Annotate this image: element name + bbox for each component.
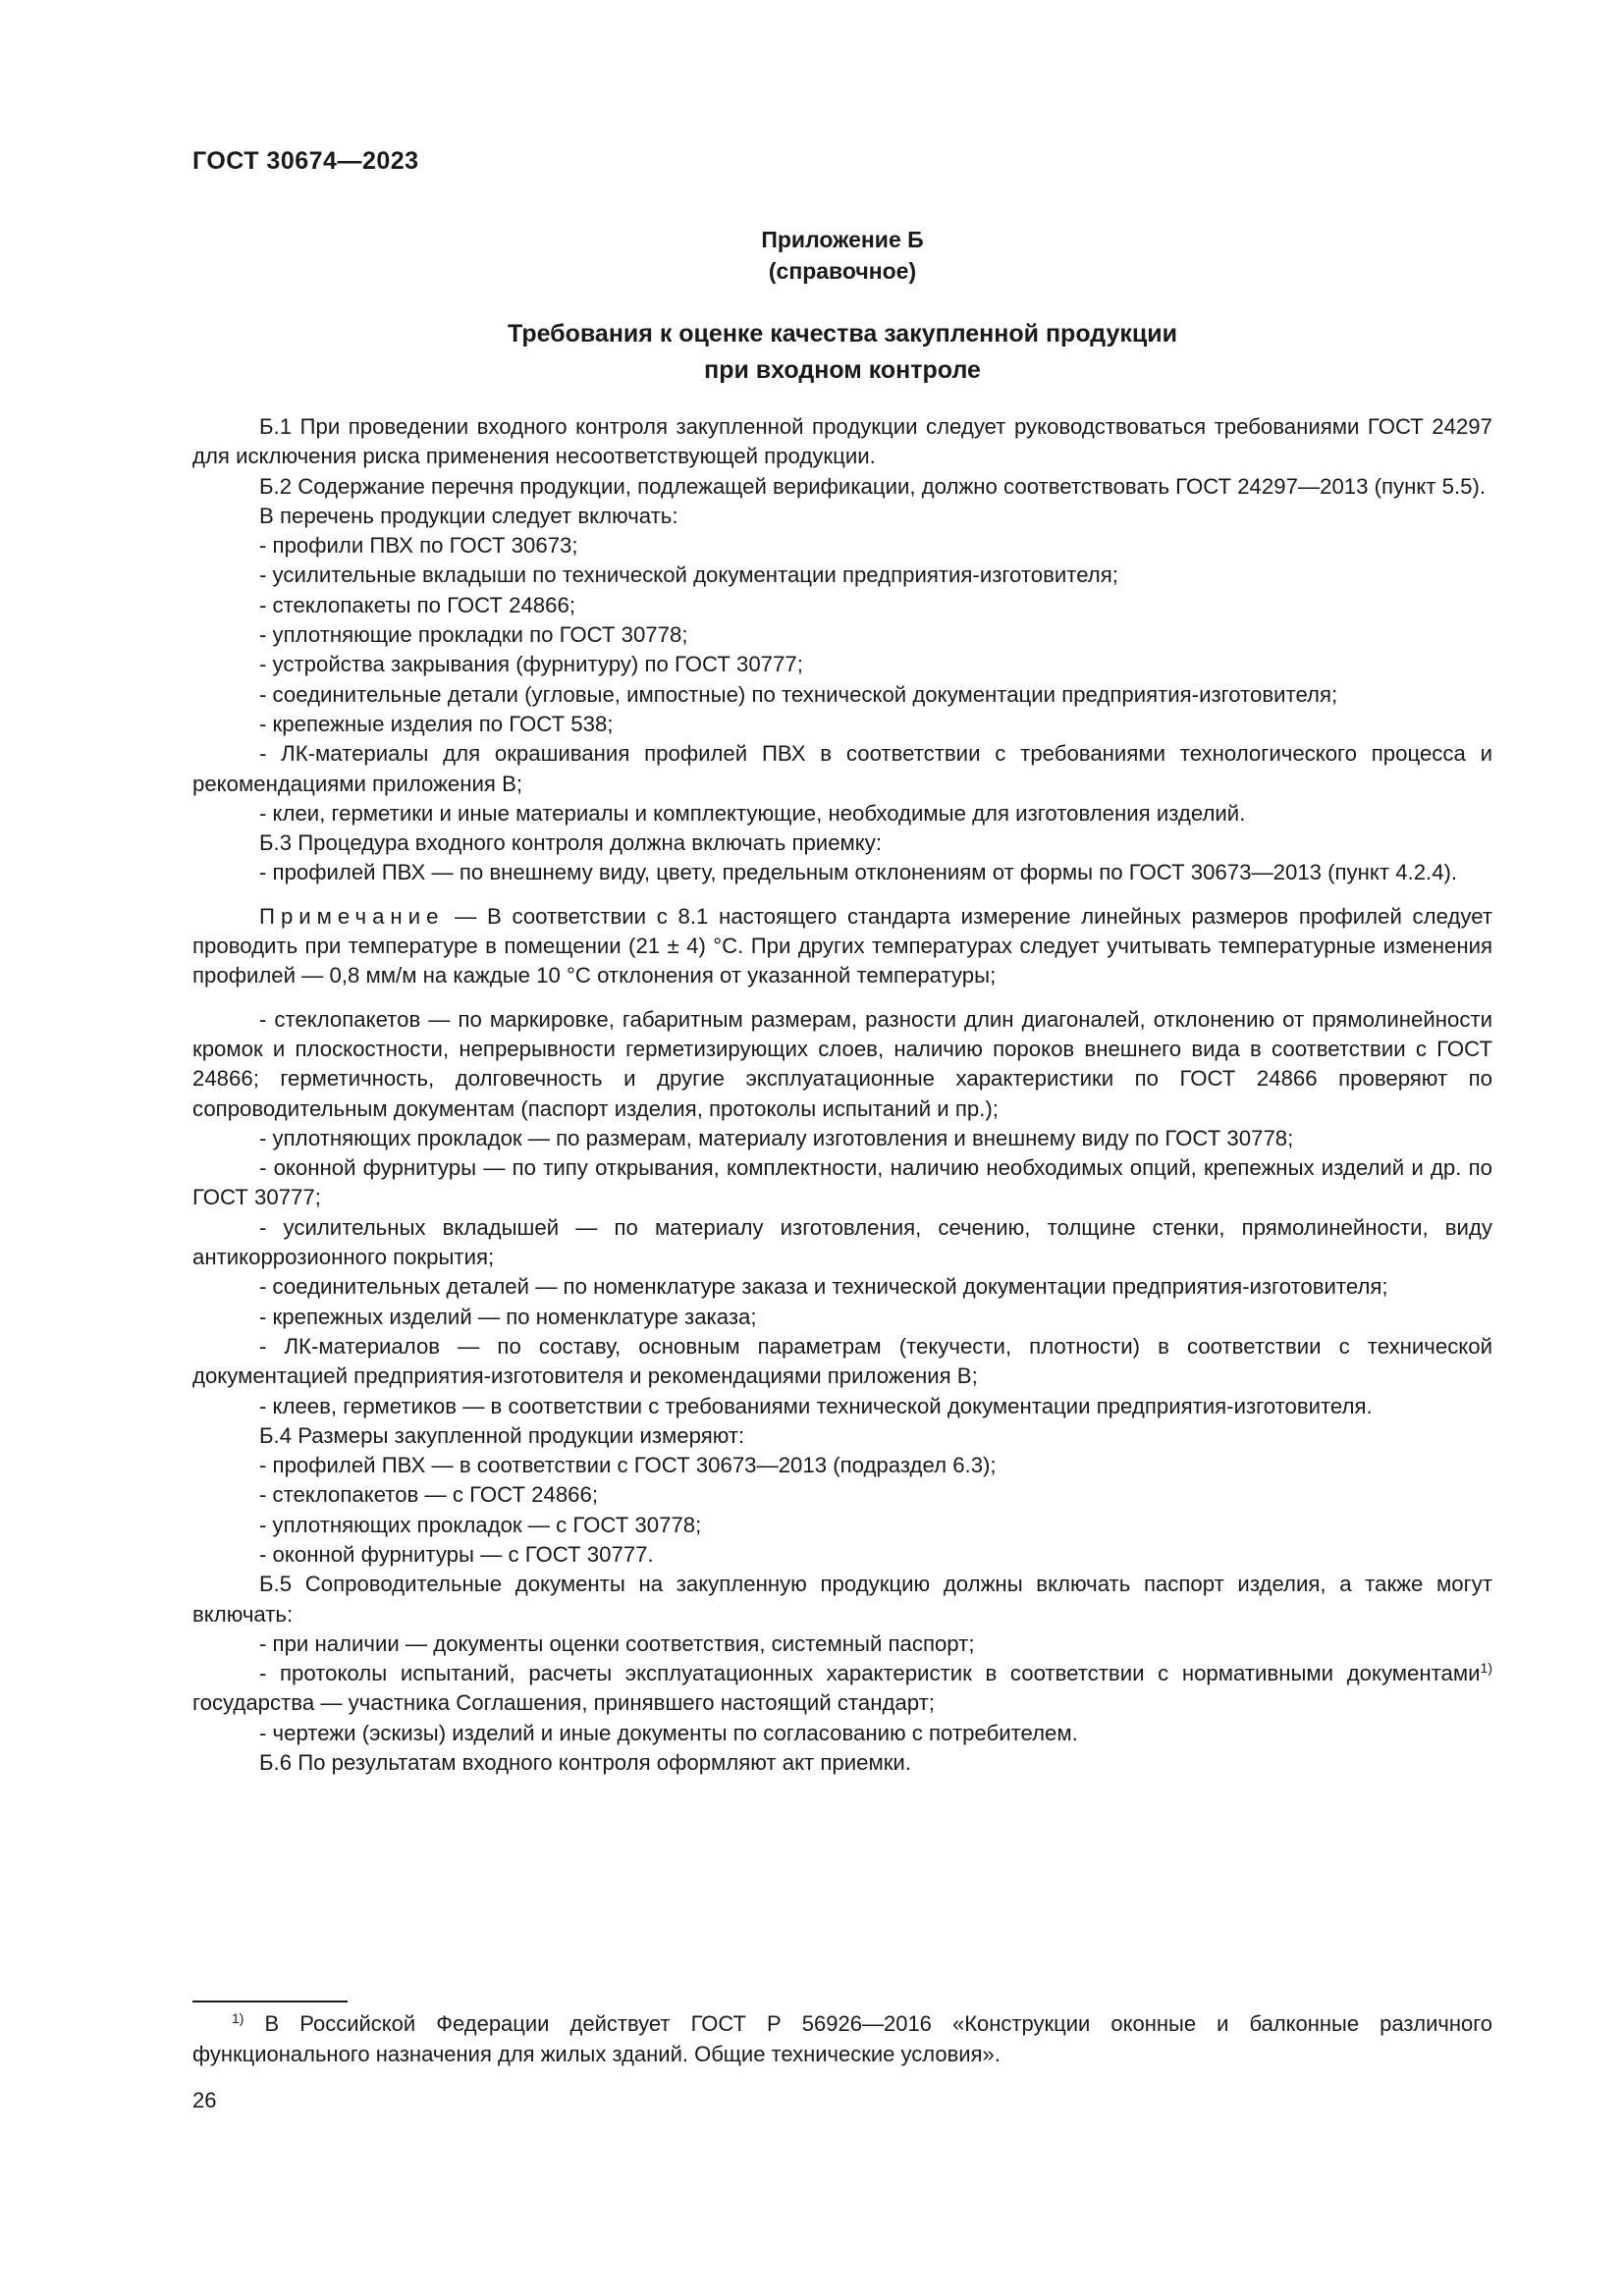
appendix-label: Приложение Б (761, 227, 924, 252)
paragraph: Б.2 Содержание перечня продукции, подлежащей верификации, должно соответствовать ГОСТ 24297—2013 (пункт 5.5). (259, 473, 1487, 499)
list-item: - клеев, герметиков — в соответствии с требованиями технической документации предприятия-изготовителя. (259, 1393, 1373, 1418)
document-body (192, 412, 1492, 1778)
list-item: - соединительные детали (угловые, импостные) по технической документации предприятия-изготовителя; (259, 681, 1338, 707)
note-paragraph (192, 902, 1492, 991)
list-item: - клеи, герметики и иные материалы и комплектующие, необходимые для изготовления изделий. (259, 800, 1246, 826)
appendix-kind: (справочное) (768, 258, 917, 284)
list-item: - стеклопакетов — с ГОСТ 24866; (259, 1482, 599, 1508)
list-item: - при наличии — документы оценки соответствия, системный паспорт; (259, 1630, 975, 1656)
list-item: - профилей ПВХ — в соответствии с ГОСТ 30673—2013 (подраздел 6.3); (259, 1453, 997, 1478)
list-item: - крепежных изделий — по номенклатуре заказа; (259, 1304, 757, 1329)
paragraph: Б.6 По результатам входного контроля оформляют акт приемки. (259, 1750, 911, 1776)
list-item (192, 1659, 1492, 1719)
list-item: - крепежные изделия по ГОСТ 538; (259, 711, 614, 736)
list-item: - ЛК-материалы для окрашивания профилей ПВХ в соответствии с требованиями технологического процесса и рекомендациями приложения В; (192, 741, 1492, 796)
document-code: ГОСТ 30674—2023 (192, 147, 419, 175)
paragraph: Б.4 Размеры закупленной продукции измеряют: (259, 1422, 745, 1448)
list-item: - уплотняющих прокладок — по размерам, материалу изготовления и внешнему виду по ГОСТ 30778; (259, 1125, 1294, 1150)
footnote-text: В Российской Федерации действует ГОСТ Р 56926—2016 «Конструкции оконные и балконные различного функционального назначения для жилых зданий. Общие технические условия». (192, 2011, 1492, 2066)
list-item: - усилительные вкладыши по технической документации предприятия-изготовителя; (259, 562, 1118, 588)
list-item: - усилительных вкладышей — по материалу изготовления, сечению, толщине стенки, прямолинейности, виду антикоррозионного покрытия; (192, 1214, 1492, 1270)
appendix-heading (192, 224, 1492, 287)
protocols-text: - протоколы испытаний, расчеты эксплуатационных характеристик в соответствии с нормативными документами (259, 1661, 1481, 1686)
page-number: 26 (192, 2088, 217, 2112)
list-item: - уплотняющих прокладок — с ГОСТ 30778; (259, 1512, 702, 1537)
note-label: Примечание (259, 903, 445, 929)
footnote-divider (192, 2001, 348, 2002)
protocols-text-end: государства — участника Соглашения, принявшего настоящий стандарт; (192, 1690, 935, 1716)
list-item: - оконной фурнитуры — с ГОСТ 30777. (259, 1541, 654, 1567)
list-item: - уплотняющие прокладки по ГОСТ 30778; (259, 622, 688, 648)
list-item: - профили ПВХ по ГОСТ 30673; (259, 533, 578, 559)
footnote (192, 2008, 1492, 2069)
note-text: — В соответствии с 8.1 настоящего стандарта измерение линейных размеров профилей следует проводить при температуре в помещении (21 ± 4) °С. При других температурах следует учитывать температурные изменения профилей — 0,8 мм/м на каждые 10 °С отклонения от указанной температуры; (192, 903, 1492, 988)
title-line-2: при входном контроле (704, 356, 981, 384)
paragraph: Б.5 Сопроводительные документы на закупленную продукцию должны включать паспорт изделия, а также могут включать: (192, 1572, 1492, 1627)
footnote-mark: 1) (232, 2010, 244, 2026)
footnote-reference: 1) (1480, 1660, 1492, 1677)
list-item: - ЛК-материалов — по составу, основным параметрам (текучести, плотности) в соответствии с технической документацией предприятия-изготовителя и рекомендациями приложения В; (192, 1333, 1492, 1389)
list-item: - стеклопакетов — по маркировке, габаритным размерам, разности длин диагоналей, отклонению от прямолинейности кромок и плоскостности, непрерывности герметизирующих слоев, наличию пороков внешнего вида в соответствии с ГОСТ 24866; герметичность, долговечность и другие эксплуатационные характеристики по ГОСТ 24866 проверяют по сопроводительным документам (паспорт изделия, протоколы испытаний и пр.); (192, 1006, 1492, 1121)
list-item: - чертежи (эскизы) изделий и иные документы по согласованию с потребителем. (259, 1720, 1078, 1745)
paragraph: В перечень продукции следует включать: (259, 503, 678, 528)
title-line-1: Требования к оценке качества закупленной продукции (508, 320, 1177, 347)
paragraph: Б.1 При проведении входного контроля закупленной продукции следует руководствоваться требованиями ГОСТ 24297 для исключения риска применения несоответствующей продукции. (192, 414, 1492, 469)
section-title (192, 316, 1492, 389)
list-item: - оконной фурнитуры — по типу открывания, комплектности, наличию необходимых опций, крепежных изделий и др. по ГОСТ 30777; (192, 1155, 1492, 1210)
list-item: - устройства закрывания (фурнитуру) по ГОСТ 30777; (259, 652, 803, 677)
list-item: - соединительных деталей — по номенклатуре заказа и технической документации предприятия-изготовителя; (259, 1274, 1388, 1300)
paragraph: Б.3 Процедура входного контроля должна включать приемку: (259, 830, 882, 856)
list-item: - профилей ПВХ — по внешнему виду, цвету, предельным отклонениям от формы по ГОСТ 30673—2013 (пункт 4.2.4). (259, 860, 1458, 885)
list-item: - стеклопакеты по ГОСТ 24866; (259, 592, 575, 617)
